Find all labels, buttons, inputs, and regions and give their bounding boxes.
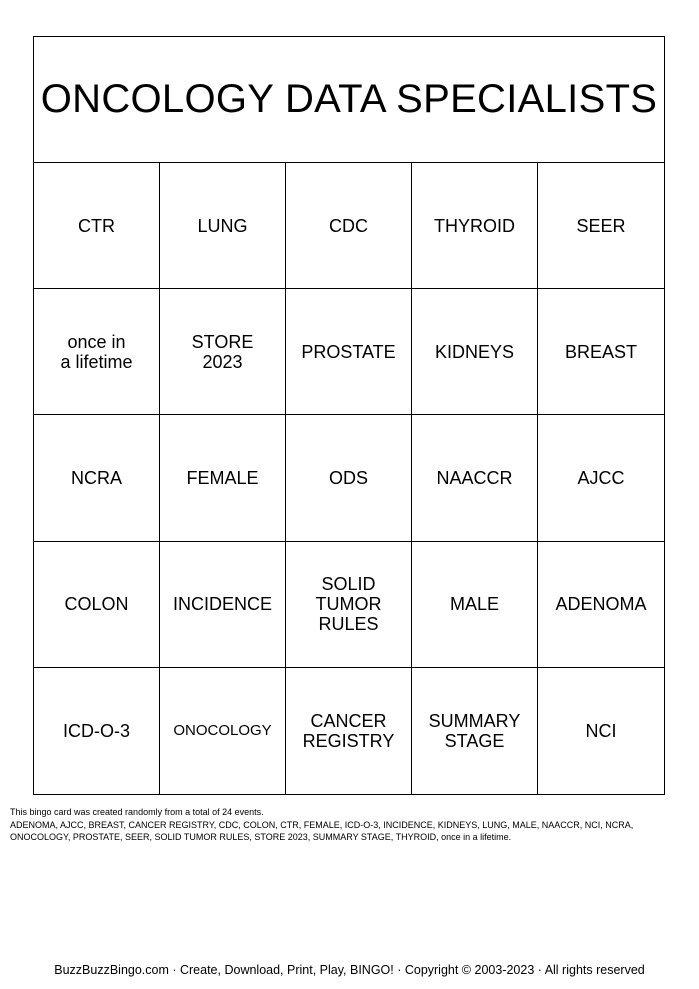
bingo-cell [34, 415, 160, 541]
bingo-cell [538, 542, 664, 668]
bingo-cell [412, 668, 538, 794]
cell-text: SEER [576, 215, 626, 236]
cell-text: NCRA [70, 467, 122, 488]
cell-text: FEMALE [186, 467, 259, 488]
cell-text: THYROID [434, 215, 515, 236]
bingo-cell [286, 289, 412, 415]
cell-text: CDC [329, 215, 368, 236]
cell-text: SUMMARY STAGE [428, 710, 521, 751]
cell-text: AJCC [577, 467, 625, 488]
bingo-cell [538, 668, 664, 794]
cell-text: BREAST [564, 341, 638, 362]
bingo-cell [412, 289, 538, 415]
cell-text: NAACCR [436, 467, 513, 488]
bingo-cell [286, 668, 412, 794]
cell-text: COLON [64, 594, 129, 615]
cell-text: INCIDENCE [172, 594, 272, 615]
cell-text: STORE 2023 [191, 331, 254, 372]
copyright-line: BuzzBuzzBingo.com · Create, Download, Print, Play, BINGO! · Copyright © 2003-2023 · All rights reserved [54, 963, 645, 977]
cell-text: SOLID TUMOR RULES [315, 574, 382, 635]
cell-text: CANCER REGISTRY [302, 710, 395, 751]
event-list: ADENOMA, AJCC, BREAST, CANCER REGISTRY, CDC, COLON, CTR, FEMALE, ICD-O-3, INCIDENCE, KIDNEYS, LUNG, MALE, NAACCR, NCI, NCRA, ONOCOLOGY, PROSTATE, SEER, SOLID TUMOR RULES, STORE 2023, SUMMARY STAGE, THYROID, once in a lifetime. [10, 819, 634, 842]
bingo-cell [160, 542, 286, 668]
bingo-cell [160, 668, 286, 794]
bingo-cell [160, 289, 286, 415]
bingo-grid [34, 163, 664, 794]
bingo-cell [34, 542, 160, 668]
bingo-cell [286, 542, 412, 668]
cell-text: ONOCOLOGY [173, 721, 272, 739]
bingo-cell [286, 163, 412, 289]
bingo-cell [34, 289, 160, 415]
cell-text: MALE [449, 594, 500, 615]
cell-text: PROSTATE [301, 341, 396, 362]
bingo-cell [34, 668, 160, 794]
bingo-cell [538, 289, 664, 415]
bingo-cell [538, 415, 664, 541]
bingo-cell [160, 163, 286, 289]
bingo-cell [160, 415, 286, 541]
cell-text: ICD-O-3 [63, 720, 130, 741]
bingo-cell [538, 163, 664, 289]
cell-text: NCI [585, 720, 617, 741]
card-footer-note [10, 806, 690, 844]
cell-text: LUNG [197, 215, 248, 236]
bingo-cell [412, 542, 538, 668]
bingo-cell [412, 415, 538, 541]
cell-text: CTR [78, 215, 115, 236]
cell-text: ODS [328, 467, 368, 488]
bingo-cell [286, 415, 412, 541]
bingo-cell [412, 163, 538, 289]
cell-text: KIDNEYS [434, 341, 515, 362]
cell-text: once in a lifetime [60, 331, 133, 372]
cell-text: ADENOMA [555, 594, 647, 615]
bingo-card [33, 36, 665, 795]
bingo-cell [34, 163, 160, 289]
card-title: ONCOLOGY DATA SPECIALISTS [34, 37, 664, 163]
creation-note: This bingo card was created randomly from a total of 24 events. [10, 807, 264, 817]
